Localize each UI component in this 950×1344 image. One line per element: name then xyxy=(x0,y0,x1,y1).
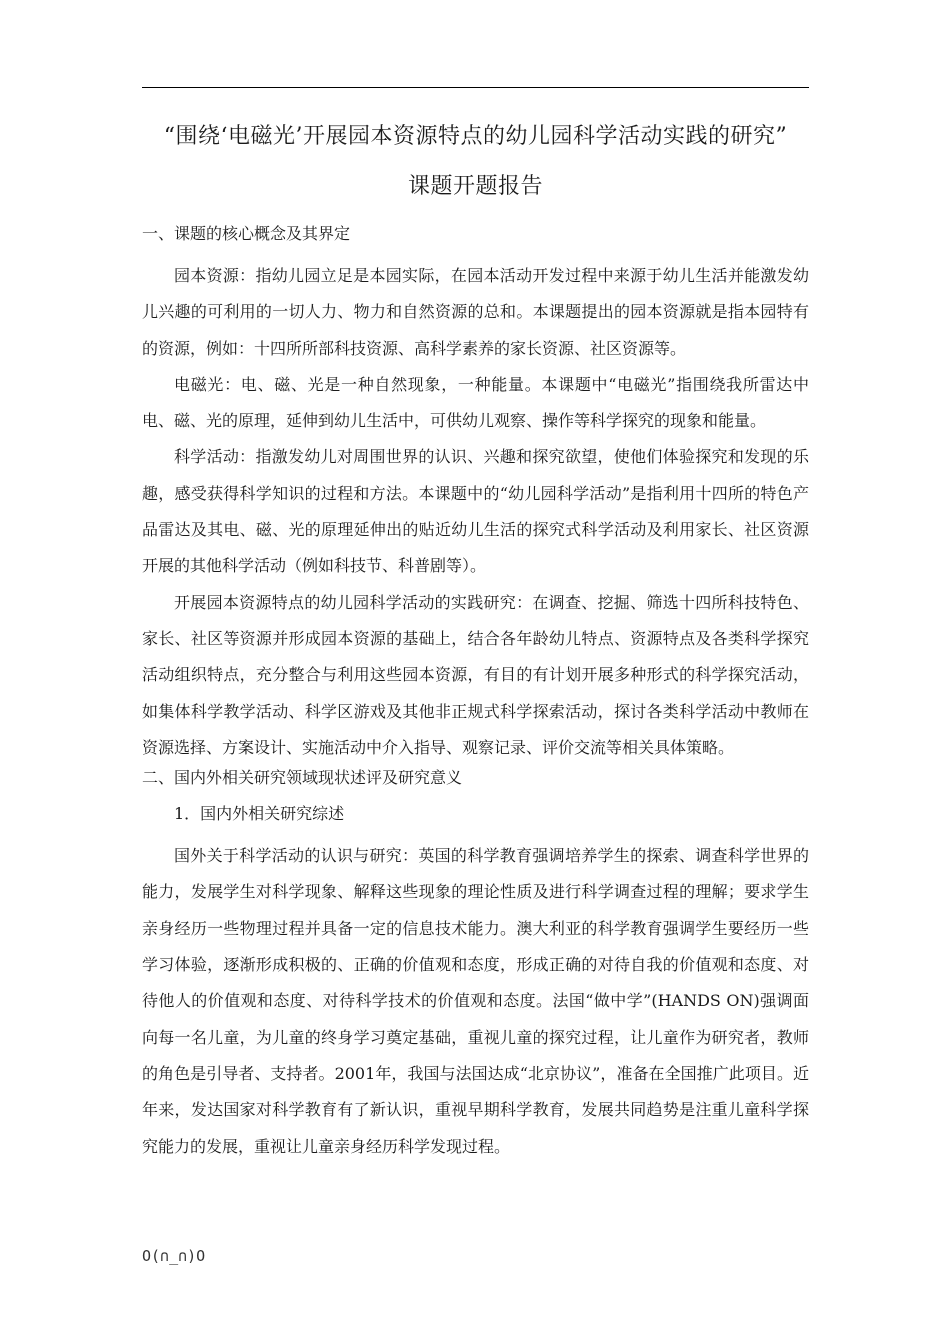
paragraph-practice-research: 开展园本资源特点的幼儿园科学活动的实践研究：在调查、挖掘、筛选十四所科技特色、家长、社区等资源并形成园本资源的基础上，结合各年龄幼儿特点、资源特点及各类科学探究活动组织特点，充分整合与利用这些园本资源，有目的有计划开展多种形式的科学探究活动，如集体科学教学活动、科学区游戏及其他非正规式科学探索活动，探讨各类科学活动中教师在资源选择、方案设计、实施活动中介入指导、观察记录、评价交流等相关具体策略。 xyxy=(142,592,809,757)
paragraph-foreign-research: 国外关于科学活动的认识与研究：英国的科学教育强调培养学生的探索、调查科学世界的能力，发展学生对科学现象、解释这些现象的理论性质及进行科学调查过程的理解；要求学生亲身经历一些物理过程并具备一定的信息技术能力。澳大利亚的科学教育强调学生要经历一些学习体验，逐渐形成积极的、正确的价值观和态度，形成正确的对待自我的价值观和态度、对待他人的价值观和态度、对待科学技术的价值观和态度。法国“做中学”(HANDS ON)强调面向每一名儿童，为儿童的终身学习奠定基础，重视儿童的探究过程，让儿童作为研究者，教师的角色是引导者、支持者。2001年，我国与法国达成“北京协议”，准备在全国推广此项目。近年来，发达国家对科学教育有了新认识，重视早期科学教育，发展共同趋势是注重儿童科学探究能力的发展，重视让儿童亲身经历科学发现过程。 xyxy=(142,846,809,1156)
section-heading-2: 二、国内外相关研究领域现状述评及研究意义 xyxy=(142,768,463,788)
header-rule xyxy=(142,87,809,88)
report-title: “围绕‘电磁光’开展园本资源特点的幼儿园科学活动实践的研究” xyxy=(163,124,788,149)
document-body xyxy=(142,222,809,1165)
paragraph-science-activities: 科学活动：指激发幼儿对周围世界的认识、兴趣和探究欲望，使他们体验探究和发现的乐趣，感受获得科学知识的过程和方法。本课题中的“幼儿园科学活动”是指利用十四所的特色产品雷达及其电、磁、光的原理延伸出的贴近幼儿生活的探究式科学活动及利用家长、社区资源开展的其他科学活动（例如科技节、科普剧等）。 xyxy=(142,447,809,576)
paragraph-electromagnetic-light: 电磁光：电、磁、光是一种自然现象，一种能量。本课题中“电磁光”指围绕我所雷达中电、磁、光的原理，延伸到幼儿生活中，可供幼儿观察、操作等科学探究的现象和能量。 xyxy=(142,374,809,431)
subsection-heading-1: 1．国内外相关研究综述 xyxy=(174,804,345,824)
section-heading-1: 一、课题的核心概念及其界定 xyxy=(142,224,351,243)
paragraph-garden-resources: 园本资源：指幼儿园立足是本园实际，在园本活动开发过程中来源于幼儿生活并能激发幼儿兴趣的可利用的一切人力、物力和自然资源的总和。本课题提出的园本资源就是指本园特有的资源，例如：十四所所部科技资源、高科学素养的家长资源、社区资源等。 xyxy=(142,266,809,358)
page-footer: O(∩_∩)O xyxy=(142,1247,206,1265)
report-subtitle: 课题开题报告 xyxy=(407,174,543,199)
